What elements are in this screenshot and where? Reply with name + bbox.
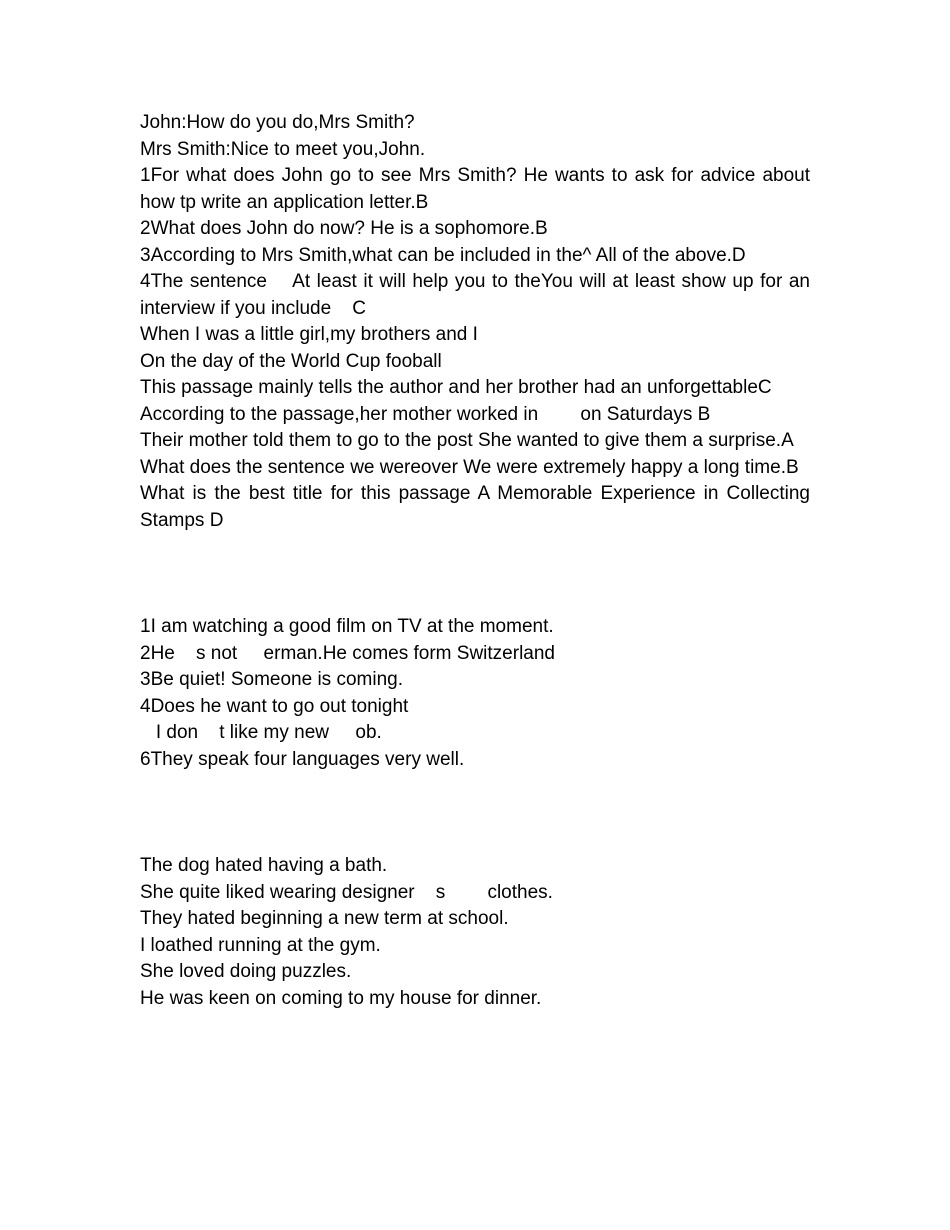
text-line: 6They speak four languages very well. bbox=[140, 748, 465, 770]
text-line: 3According to Mrs Smith,what can be included in the^ All of the above.D bbox=[140, 244, 746, 266]
text-line: What is the best title for this passage A Memorable Experience in Collecting Stamps D bbox=[140, 483, 810, 531]
text-line: When I was a little girl,my brothers and I bbox=[140, 324, 478, 345]
text-line: John:How do you do,Mrs Smith? bbox=[140, 112, 415, 133]
text-line: 3Be quiet! Someone is coming. bbox=[140, 669, 403, 690]
text-line: According to the passage,her mother worked in on Saturdays B bbox=[140, 403, 711, 425]
section-sentences bbox=[140, 614, 810, 773]
text-line: I loathed running at the gym. bbox=[140, 934, 381, 956]
text-line: He was keen on coming to my house for dinner. bbox=[140, 987, 542, 1009]
section-spacer bbox=[140, 773, 810, 853]
text-line: I don t like my new ob. bbox=[140, 722, 382, 743]
section-spacer bbox=[140, 534, 810, 614]
text-line: 2He s not erman.He comes form Switzerland bbox=[140, 642, 555, 664]
section-reading-answers bbox=[140, 110, 816, 534]
text-line: On the day of the World Cup fooball bbox=[140, 350, 442, 372]
text-line: The dog hated having a bath. bbox=[140, 855, 388, 876]
text-line: 1I am watching a good film on TV at the moment. bbox=[140, 616, 554, 637]
text-line: This passage mainly tells the author and her brother had an unforgettableC bbox=[140, 377, 772, 398]
text-line: She loved doing puzzles. bbox=[140, 961, 352, 982]
text-line: 1For what does John go to see Mrs Smith? He wants to ask for advice about how tp write an application letter.B bbox=[140, 165, 810, 213]
text-line: They hated beginning a new term at school. bbox=[140, 908, 509, 929]
text-line: What does the sentence we wereover We were extremely happy a long time.B bbox=[140, 456, 799, 478]
section-gerund-sentences bbox=[140, 853, 810, 1012]
text-line: She quite liked wearing designer s clothes. bbox=[140, 881, 553, 903]
text-line: Mrs Smith:Nice to meet you,John. bbox=[140, 138, 426, 160]
text-line: Their mother told them to go to the post She wanted to give them a surprise.A bbox=[140, 430, 794, 451]
text-line: 4Does he want to go out tonight bbox=[140, 695, 409, 717]
document-page bbox=[140, 110, 816, 1012]
text-line: 2What does John do now? He is a sophomore.B bbox=[140, 218, 548, 239]
text-line: 4The sentence At least it will help you to theYou will at least show up for an interview if you include C bbox=[140, 271, 816, 319]
